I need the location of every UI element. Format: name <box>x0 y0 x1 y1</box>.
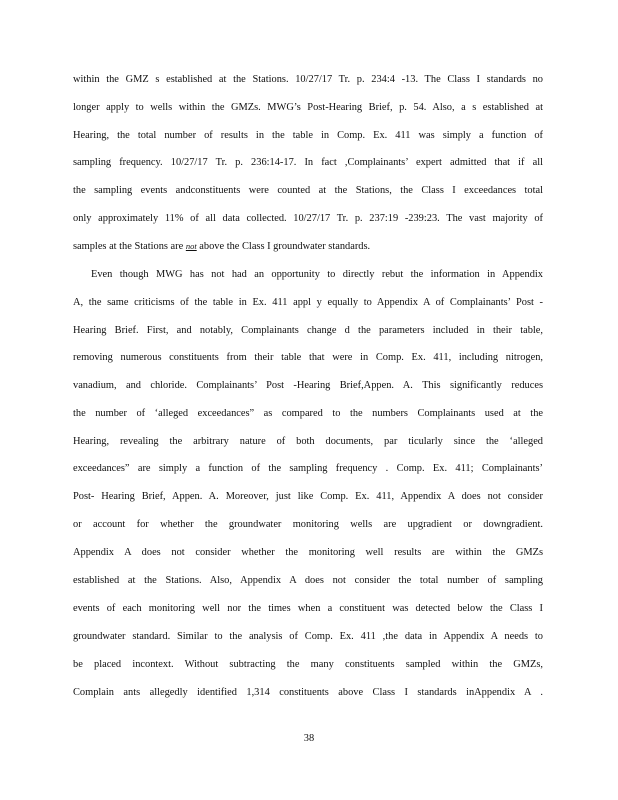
text-line: removing numerous constituents from their table that were in Comp. Ex. 411, including nitrogen, <box>73 352 543 363</box>
text-line: Hearing, revealing the arbitrary nature of both documents, par ticularly since the ‘alleged <box>73 436 543 447</box>
text-line <box>73 240 403 253</box>
text-line: Complain ants allegedly identified 1,314 constituents above Class I standards inAppendix A . <box>73 687 543 698</box>
text-line: groundwater standard. Similar to the analysis of Comp. Ex. 411 ,the data in Appendix A needs to <box>73 631 543 642</box>
text-line: A, the same criticisms of the table in Ex. 411 appl y equally to Appendix A of Complainants’ Post - <box>73 297 543 308</box>
text-line: exceedances” are simply a function of the sampling frequency . Comp. Ex. 411; Complainants’ <box>73 463 543 474</box>
text-line: only approximately 11% of all data collected. 10/27/17 Tr. p. 237:19 -239:23. The vast majority of <box>73 213 543 224</box>
text-line: the number of ‘alleged exceedances” as compared to the numbers Complainants used at the <box>73 408 543 419</box>
text-line: sampling frequency. 10/27/17 Tr. p. 236:14-17. In fact ,Complainants’ expert admitted that if all <box>73 157 543 168</box>
text-line: within the GMZ s established at the Stations. 10/27/17 Tr. p. 234:4 -13. The Class I standards no <box>73 74 543 85</box>
text-line: established at the Stations. Also, Appendix A does not consider the total number of sampling <box>73 575 543 586</box>
text-line: the sampling events andconstituents were counted at the Stations, the Class I exceedances total <box>73 185 543 196</box>
text-line: Appendix A does not consider whether the monitoring well results are within the GMZs <box>73 547 543 558</box>
text-line: Post- Hearing Brief, Appen. A. Moreover, just like Comp. Ex. 411, Appendix A does not consider <box>73 491 543 502</box>
text-line: Hearing Brief. First, and notably, Complainants change d the parameters included in their table, <box>73 325 543 336</box>
text-line: Hearing, the total number of results in the table in Comp. Ex. 411 was simply a function of <box>73 130 543 141</box>
page-number: 38 <box>303 733 315 744</box>
emphasized-word: not <box>185 241 197 251</box>
text-line: be placed incontext. Without subtracting the many constituents sampled within the GMZs, <box>73 659 543 670</box>
text-fragment: above the Class I groundwater standards. <box>196 241 371 252</box>
text-line: Even though MWG has not had an opportunity to directly rebut the information in Appendix <box>91 269 543 280</box>
text-line: vanadium, and chloride. Complainants’ Post -Hearing Brief,Appen. A. This significantly reduces <box>73 380 543 391</box>
text-fragment: samples at the Stations are <box>73 241 186 252</box>
text-line: or account for whether the groundwater monitoring wells are upgradient or downgradient. <box>73 519 543 530</box>
text-line: longer apply to wells within the GMZs. MWG’s Post-Hearing Brief, p. 54. Also, a s established at <box>73 102 543 113</box>
text-line: events of each monitoring well nor the times when a constituent was detected below the Class I <box>73 603 543 614</box>
